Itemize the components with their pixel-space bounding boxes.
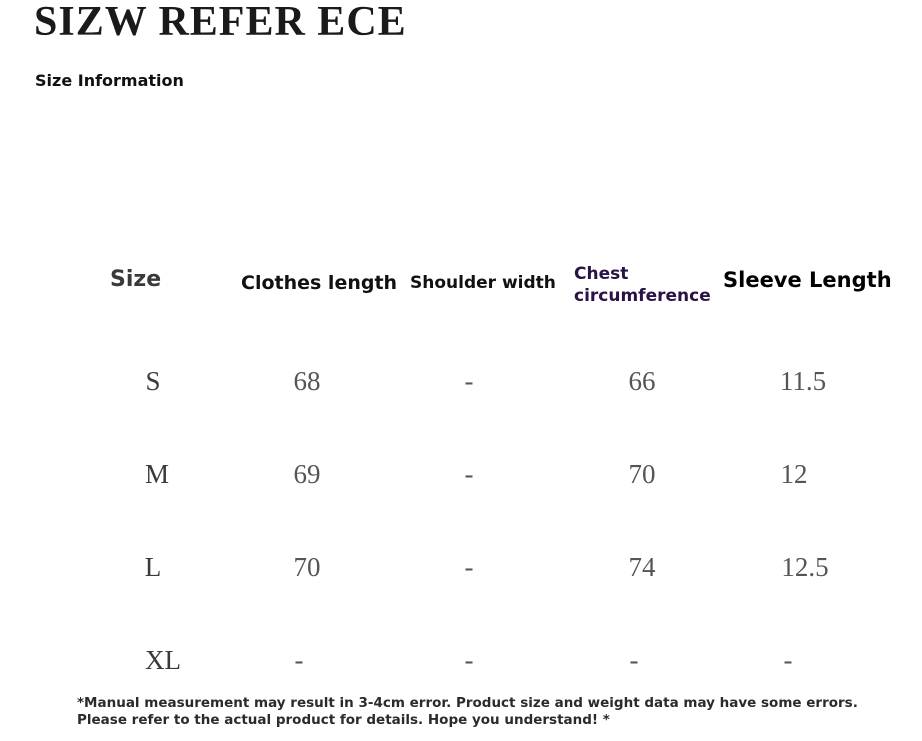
cell-clothes-length: 68 <box>293 366 321 396</box>
cell-shoulder-width: - <box>464 645 474 675</box>
section-subtitle: Size Information <box>35 71 184 90</box>
cell-size: XL <box>145 645 181 675</box>
page-title: SIZW REFER ECE <box>34 0 407 45</box>
header-size: Size <box>110 267 162 292</box>
cell-size: S <box>145 366 161 396</box>
cell-shoulder-width: - <box>464 459 474 489</box>
header-sleeve-length: Sleeve Length <box>723 268 892 292</box>
cell-chest: - <box>629 645 639 675</box>
cell-clothes-length: - <box>294 645 304 675</box>
cell-clothes-length: 69 <box>293 459 321 489</box>
measurement-note: *Manual measurement may result in 3-4cm error. Product size and weight data may have some errors. Please refer to the actual product for details. Hope you understand! * <box>77 695 858 728</box>
cell-sleeve-length: 12.5 <box>781 552 829 582</box>
cell-sleeve-length: 11.5 <box>779 366 827 396</box>
cell-chest: 66 <box>628 366 656 396</box>
cell-size: L <box>144 552 162 582</box>
header-chest-circumference: Chest circumference <box>574 264 711 306</box>
cell-size: M <box>144 459 170 489</box>
cell-sleeve-length: - <box>783 645 793 675</box>
cell-chest: 74 <box>628 552 656 582</box>
header-clothes-length: Clothes length <box>241 272 398 294</box>
cell-chest: 70 <box>628 459 656 489</box>
cell-clothes-length: 70 <box>293 552 321 582</box>
cell-sleeve-length: 12 <box>780 459 808 489</box>
cell-shoulder-width: - <box>464 366 474 396</box>
header-shoulder-width: Shoulder width <box>410 273 556 293</box>
cell-shoulder-width: - <box>464 552 474 582</box>
